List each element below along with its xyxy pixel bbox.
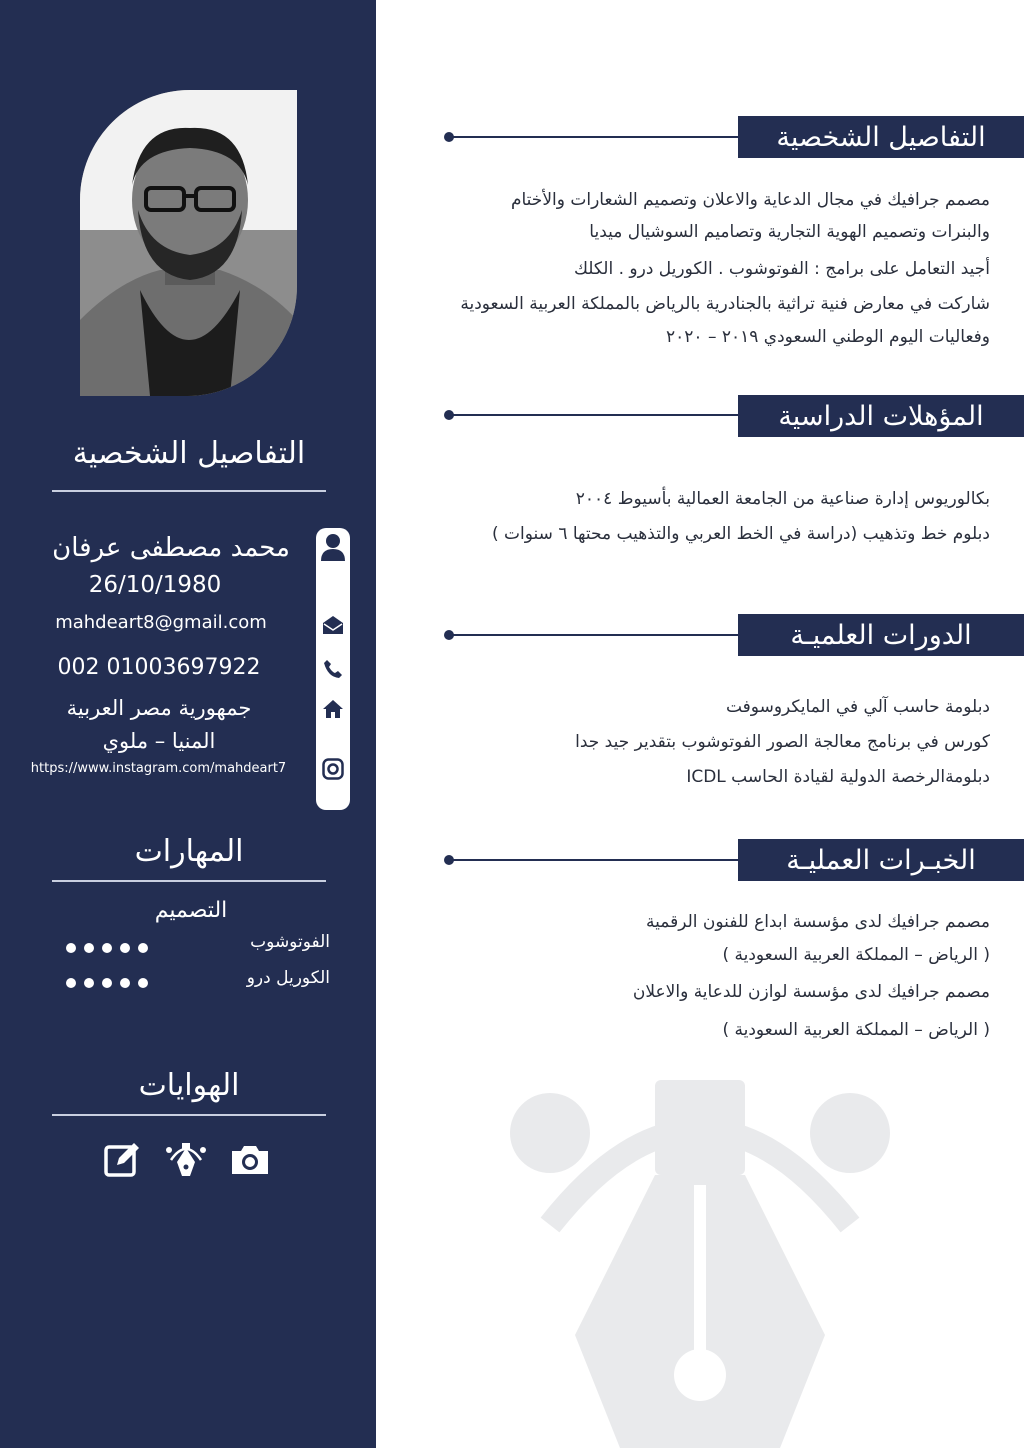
sidebar bbox=[0, 0, 376, 1448]
instagram-link[interactable]: https://www.instagram.com/mahdeart7 bbox=[30, 761, 287, 776]
rating-dot bbox=[66, 978, 76, 988]
instagram-icon bbox=[316, 754, 350, 784]
section-line bbox=[446, 414, 746, 416]
email-address[interactable]: mahdeart8@gmail.com bbox=[55, 612, 267, 633]
text-line: دبلومةالرخصة الدولية لقيادة الحاسب ICDL bbox=[686, 767, 990, 787]
section-line bbox=[446, 634, 746, 636]
section-bullet bbox=[444, 410, 454, 420]
rating-dot bbox=[138, 943, 148, 953]
birthdate: 26/10/1980 bbox=[88, 572, 222, 598]
pen-tool-icon bbox=[164, 1138, 208, 1182]
envelope-icon bbox=[316, 610, 350, 640]
pen-tool-watermark bbox=[505, 1075, 895, 1455]
edit-icon bbox=[100, 1138, 144, 1182]
skill-name: الكوريل درو bbox=[246, 968, 330, 988]
section-bullet bbox=[444, 855, 454, 865]
phone-icon bbox=[316, 654, 350, 684]
sidebar-personal-heading: التفاصيل الشخصية bbox=[72, 436, 306, 471]
text-line: مصمم جرافيك في مجال الدعاية والاعلان وتصميم الشعارات والأختام bbox=[510, 190, 990, 210]
skills-category: التصميم bbox=[154, 898, 228, 923]
section-bullet bbox=[444, 132, 454, 142]
section-line bbox=[446, 136, 746, 138]
divider bbox=[52, 1114, 326, 1116]
rating-dot bbox=[120, 978, 130, 988]
text-line: والبنرات وتصميم الهوية التجارية وتصاميم السوشيال ميديا bbox=[589, 222, 990, 242]
section-title-education: المؤهلات الدراسية bbox=[738, 395, 1024, 437]
divider bbox=[52, 880, 326, 882]
camera-icon bbox=[228, 1138, 272, 1182]
section-line bbox=[446, 859, 746, 861]
section-bullet bbox=[444, 630, 454, 640]
text-line: شاركت في معارض فنية تراثية بالجنادرية بالرياض بالمملكة العربية السعودية bbox=[460, 294, 990, 314]
skill-rating bbox=[66, 978, 148, 988]
contact-icon-bar bbox=[316, 528, 350, 810]
profile-photo bbox=[80, 90, 297, 396]
full-name: محمد مصطفى عرفان bbox=[52, 533, 290, 563]
rating-dot bbox=[102, 943, 112, 953]
text-line: وفعاليات اليوم الوطني السعودي ٢٠١٩ – ٢٠٢٠ bbox=[666, 327, 990, 347]
country: جمهورية مصر العربية bbox=[66, 696, 252, 720]
user-icon bbox=[316, 532, 350, 562]
home-icon bbox=[316, 694, 350, 724]
rating-dot bbox=[84, 943, 94, 953]
section-title-experience: الخبـرات العمليـة bbox=[738, 839, 1024, 881]
rating-dot bbox=[66, 943, 76, 953]
text-line: بكالوريوس إدارة صناعية من الجامعة العمالية بأسيوط ٢٠٠٤ bbox=[575, 489, 990, 509]
skill-name: الفوتوشوب bbox=[250, 932, 330, 952]
skill-rating bbox=[66, 943, 148, 953]
section-title-courses: الدورات العلميـة bbox=[738, 614, 1024, 656]
rating-dot bbox=[102, 978, 112, 988]
phone-number[interactable]: 002 01003697922 bbox=[57, 655, 261, 680]
text-line: دبلومة حاسب آلي في المايكروسوفت bbox=[725, 697, 990, 717]
text-line: ( الرياض – المملكة العربية السعودية ) bbox=[722, 1020, 990, 1040]
text-line: أجيد التعامل على برامج : الفوتوشوب . الكوريل درو . الكلك bbox=[573, 259, 990, 279]
hobbies-heading: الهوايات bbox=[138, 1068, 240, 1103]
text-line: مصمم جرافيك لدى مؤسسة ابداع للفنون الرقمية bbox=[646, 912, 990, 932]
city: المنيا – ملوي bbox=[102, 729, 216, 753]
skills-heading: المهارات bbox=[134, 834, 244, 869]
section-title-personal: التفاصيل الشخصية bbox=[738, 116, 1024, 158]
rating-dot bbox=[120, 943, 130, 953]
text-line: كورس في برنامج معالجة الصور الفوتوشوب بتقدير جيد جدا bbox=[575, 732, 990, 752]
text-line: ( الرياض – المملكة العربية السعودية ) bbox=[722, 945, 990, 965]
divider bbox=[52, 490, 326, 492]
rating-dot bbox=[138, 978, 148, 988]
text-line: مصمم جرافيك لدى مؤسسة لوازن للدعاية والاعلان bbox=[632, 982, 990, 1002]
rating-dot bbox=[84, 978, 94, 988]
text-line: دبلوم خط وتذهيب (دراسة في الخط العربي والتذهيب محتها ٦ سنوات ) bbox=[491, 524, 990, 544]
